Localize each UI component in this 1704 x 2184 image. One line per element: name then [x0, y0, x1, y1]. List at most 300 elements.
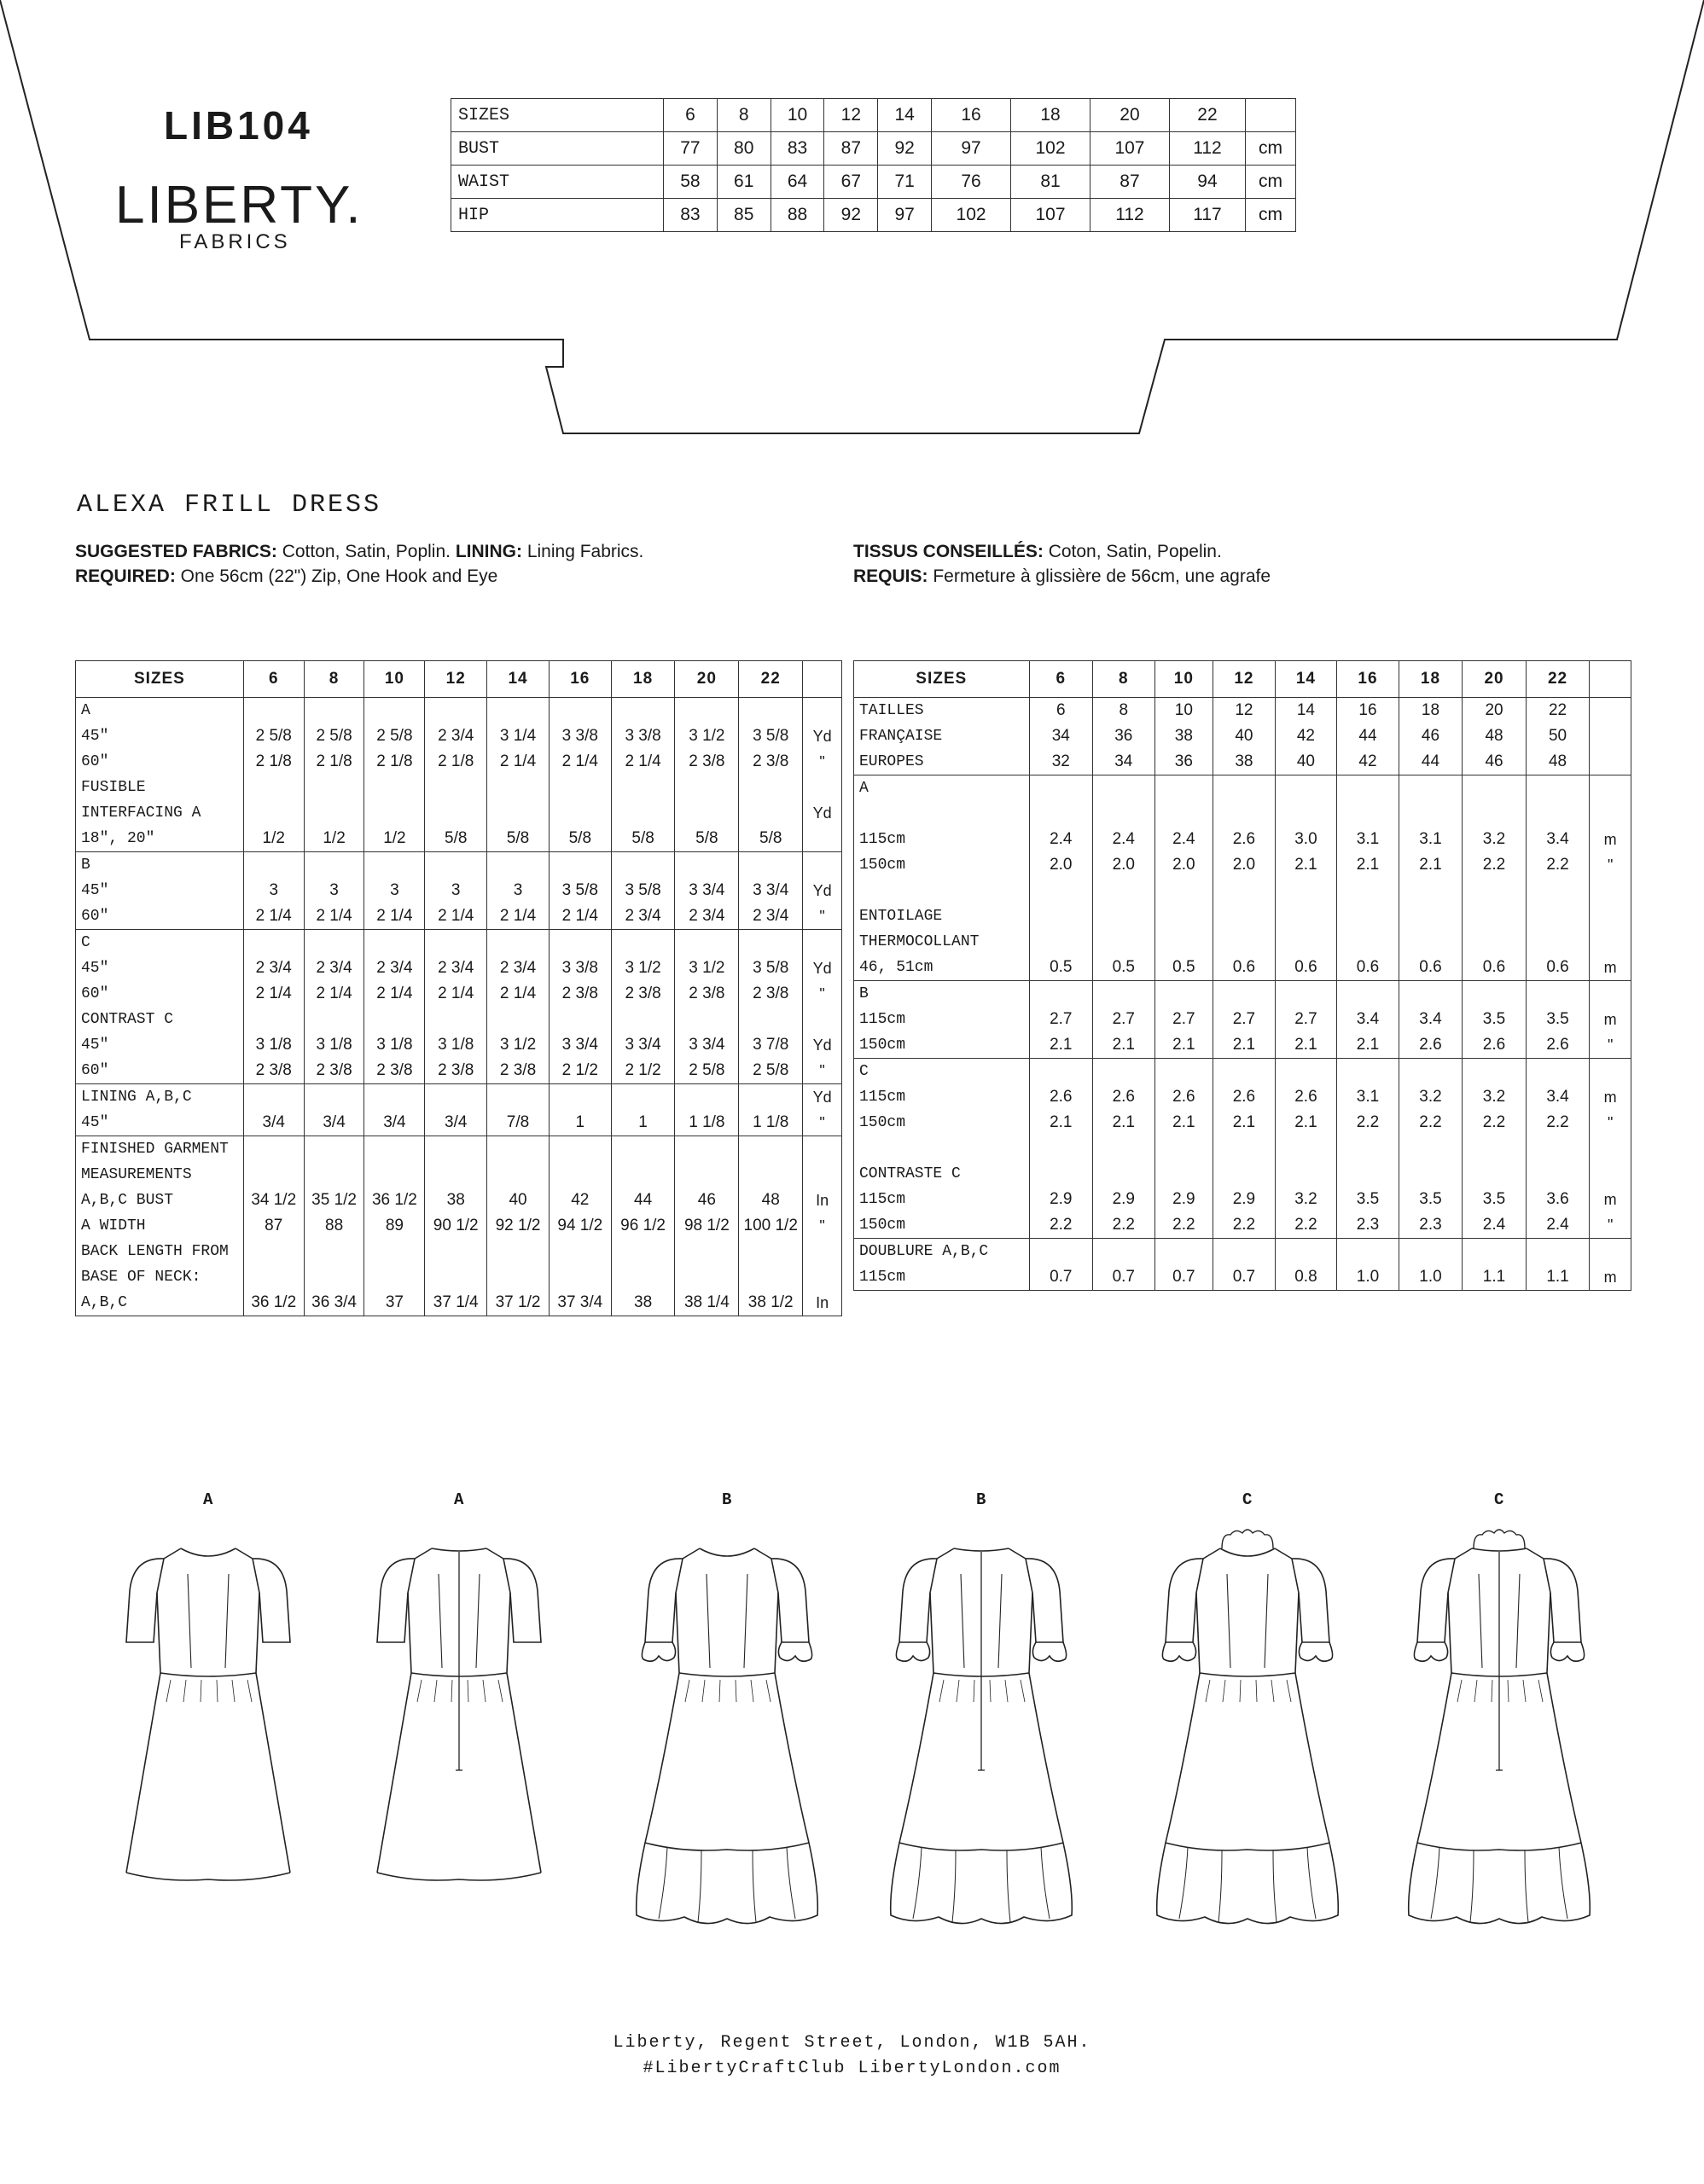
yardage-value-cell: [304, 852, 364, 930]
yardage-value: 2 5/8: [376, 727, 413, 745]
yardage-value: [1463, 775, 1526, 801]
size-header-cell: 14: [878, 99, 932, 132]
yardage-value: 2.2: [1172, 1216, 1195, 1234]
yardage-value: [1093, 929, 1154, 955]
yardage-value: [425, 930, 486, 956]
yardage-value: [1030, 981, 1093, 1007]
yardage-line-label: A,B,C BUST: [81, 1192, 174, 1209]
yardage-value: 34: [1051, 727, 1070, 745]
yardage-value: 2.4: [1482, 1216, 1506, 1234]
yardage-value: 2.0: [1232, 856, 1256, 874]
yardage-line-label: 60″: [81, 1062, 109, 1079]
yardage-value: 2 1/4: [316, 907, 352, 925]
yardage-value: 1.1: [1482, 1268, 1506, 1286]
yardage-value: 8: [1119, 701, 1129, 719]
yardage-value: 3.2: [1482, 830, 1506, 848]
yardage-unit: ": [1607, 1037, 1614, 1054]
yardage-unit: ": [819, 985, 825, 1002]
yardage-value: [425, 1007, 486, 1032]
yardage-value: 98 1/2: [683, 1217, 730, 1234]
yardage-value-cell: [487, 698, 550, 852]
yardage-value: [1030, 1136, 1093, 1161]
yardage-value: [244, 1264, 304, 1290]
yardage-value: [612, 1162, 675, 1188]
yardage-value: 0.7: [1112, 1268, 1135, 1286]
yardage-value-cell: [675, 698, 739, 852]
yardage-value-cell: [1093, 981, 1155, 1059]
yardage-value-cell: [1463, 775, 1527, 981]
yardage-value: [1337, 903, 1399, 929]
yardage-value: [612, 775, 675, 800]
yardage-value: 3 1/4: [499, 727, 537, 745]
yardage-value: 42: [1296, 727, 1315, 745]
yardage-value-cell: [1029, 1239, 1093, 1291]
yardage-value: 3: [513, 881, 523, 899]
yardage-unit: [1590, 723, 1631, 749]
yardage-line-label: DOUBLURE A,B,C: [859, 1243, 989, 1260]
yardage-value: 2.0: [1172, 856, 1195, 874]
yardage-block: [854, 775, 1631, 981]
yardage-header-cell: 22: [739, 661, 803, 698]
yardage-value: [675, 698, 738, 723]
yardage-value: 0.6: [1232, 958, 1256, 976]
yardage-value: 2.7: [1172, 1010, 1195, 1028]
yardage-value: [1527, 1059, 1590, 1084]
yardage-value: 2.4: [1050, 830, 1073, 848]
yardage-value: [1463, 1136, 1526, 1161]
yardage-value: 6: [1056, 701, 1066, 719]
yardage-value: [1337, 801, 1399, 827]
yardage-value: [244, 1084, 304, 1110]
yardage-value: [612, 698, 675, 723]
yardage-unit: [803, 1162, 841, 1188]
yardage-value: [364, 698, 424, 723]
yardage-value: [364, 1239, 424, 1264]
yardage-value: [612, 1084, 675, 1110]
yardage-value: 0.5: [1112, 958, 1135, 976]
yardage-value: [1093, 981, 1154, 1007]
yardage-value: 3: [329, 881, 339, 899]
yardage-value: [1155, 1059, 1213, 1084]
yardage-unit: ": [819, 1114, 825, 1131]
yardage-value: 2.6: [1419, 1036, 1442, 1054]
yardage-value: [305, 1162, 364, 1188]
measurement-row: [451, 166, 1296, 199]
yardage-value: [1155, 775, 1213, 801]
yardage-value: 3.5: [1482, 1010, 1506, 1028]
yardage-value: 2.6: [1112, 1088, 1135, 1106]
yardage-value: 2.7: [1112, 1010, 1135, 1028]
yardage-value: 38: [1235, 752, 1253, 770]
yardage-value: 44: [634, 1191, 653, 1209]
yardage-value-cell: [425, 852, 487, 930]
yardage-value: 3.6: [1546, 1190, 1569, 1208]
yardage-value: 2 3/8: [376, 1061, 413, 1079]
yardage-value: [1463, 903, 1526, 929]
yardage-unit: ": [1607, 1217, 1614, 1234]
yardage-value: [612, 1239, 675, 1264]
yardage-value: [425, 1084, 486, 1110]
view-label: B: [722, 1490, 732, 1509]
yardage-value: 7/8: [506, 1113, 530, 1131]
yardage-value-cell: [243, 1136, 304, 1316]
yardage-header-cell: 6: [243, 661, 304, 698]
yardage-unit: [1590, 1161, 1631, 1187]
yardage-unit: [803, 930, 841, 956]
yardage-value-cell: [1029, 981, 1093, 1059]
yardage-value: [1030, 801, 1093, 827]
yardage-value-cell: [675, 1136, 739, 1316]
yardage-line-label: 150cm: [859, 1217, 906, 1234]
yardage-value-cell: [487, 930, 550, 1084]
yardage-value: [364, 800, 424, 826]
yardage-value: [1155, 1239, 1213, 1264]
measurement-unit: cm: [1246, 199, 1296, 232]
yardage-value: 3 3/8: [625, 727, 661, 745]
yardage-value: [244, 1136, 304, 1162]
yardage-value: 2 3/8: [255, 1061, 292, 1079]
dress-drawing-b-back: [887, 1514, 1075, 1932]
yardage-value: [1399, 1059, 1463, 1084]
yardage-value: [487, 1007, 549, 1032]
yardage-value-cell: [739, 1136, 803, 1316]
yardage-header-cell: 6: [1029, 661, 1093, 698]
yardage-value: 48: [1485, 727, 1503, 745]
yardage-value: [550, 852, 611, 878]
yardage-line-label: 46, 51cm: [859, 959, 933, 976]
yardage-unit: [803, 698, 841, 723]
yardage-value: 88: [325, 1217, 344, 1234]
yardage-value: [612, 800, 675, 826]
yardage-value: [1155, 929, 1213, 955]
yardage-value: [1155, 1136, 1213, 1161]
yardage-value: [1213, 1239, 1275, 1264]
yardage-value: [305, 698, 364, 723]
yardage-value: [1527, 1161, 1590, 1187]
yardage-line-label: 115cm: [859, 1089, 906, 1106]
measurement-value: 97: [932, 132, 1011, 166]
yardage-value: [1276, 775, 1337, 801]
yardage-block: [854, 698, 1631, 775]
yardage-value-cell: [1093, 698, 1155, 775]
yardage-value-cell: [487, 852, 550, 930]
yardage-value: 2 3/8: [689, 752, 725, 770]
yardage-unit-cell: [803, 852, 842, 930]
yardage-value: [425, 1264, 486, 1290]
yardage-line-label: 115cm: [859, 831, 906, 848]
yardage-value: 36: [1114, 727, 1133, 745]
yardage-value: 92 1/2: [495, 1217, 541, 1234]
yardage-value: 2.2: [1419, 1113, 1442, 1131]
yardage-value: [305, 775, 364, 800]
yardage-value: 18: [1421, 701, 1440, 719]
yardage-value: 1.1: [1546, 1268, 1569, 1286]
yardage-value: 2 3/4: [499, 959, 537, 977]
yardage-value: 3/4: [262, 1113, 285, 1131]
yardage-value: [364, 930, 424, 956]
yardage-block: [76, 1084, 842, 1136]
yardage-value: 38: [446, 1191, 465, 1209]
size-header-row: [451, 99, 1296, 132]
yardage-value: [305, 800, 364, 826]
yardage-line-label: INTERFACING A: [81, 804, 201, 822]
yardage-value: [244, 1162, 304, 1188]
yardage-header-cell: 16: [1337, 661, 1399, 698]
yardage-value: 2.0: [1112, 856, 1135, 874]
yardage-value: 3.4: [1356, 1010, 1380, 1028]
yardage-header-cell: 18: [1399, 661, 1463, 698]
yardage-value: [244, 1007, 304, 1032]
yardage-value: 14: [1296, 701, 1315, 719]
yardage-value: [1399, 775, 1463, 801]
yardage-value: 87: [265, 1217, 283, 1234]
yardage-value: 2.2: [1232, 1216, 1256, 1234]
yardage-value-cell: [304, 1136, 364, 1316]
yardage-line-label: CONTRAST C: [81, 1011, 174, 1028]
yardage-value-cell: [1337, 1059, 1399, 1239]
yardage-line-label: 60″: [81, 985, 109, 1002]
yardage-value: 2.2: [1112, 1216, 1135, 1234]
yardage-value: [1399, 929, 1463, 955]
yardage-unit: m: [1603, 1269, 1617, 1286]
yardage-value: 2.2: [1356, 1113, 1380, 1131]
yardage-value: 3 1/2: [689, 959, 725, 977]
yardage-value-cell: [1213, 981, 1276, 1059]
yardage-header-cell: 18: [611, 661, 675, 698]
yardage-unit: [803, 1136, 841, 1162]
yardage-value: [1527, 878, 1590, 903]
yardage-value: 3 3/4: [625, 1036, 661, 1054]
yardage-value: [1093, 878, 1154, 903]
yardage-unit: [803, 826, 841, 851]
yardage-value: [305, 930, 364, 956]
yardage-value: 2 1/4: [255, 907, 292, 925]
yardage-value: 1: [638, 1113, 648, 1131]
label-requis: REQUIS:: [853, 566, 928, 586]
yardage-value: [550, 1264, 611, 1290]
yardage-value: 3 1/2: [689, 727, 725, 745]
body-measurements-table: [451, 98, 1296, 232]
yardage-value: 3.2: [1482, 1088, 1506, 1106]
yardage-value: 3 7/8: [753, 1036, 789, 1054]
yardage-line-label: 45″: [81, 882, 109, 899]
yardage-value: 5/8: [445, 829, 468, 847]
yardage-value: [612, 1136, 675, 1162]
yardage-value-cell: [739, 1084, 803, 1136]
yardage-value: [1030, 878, 1093, 903]
yardage-line-label: A: [81, 702, 90, 719]
yardage-value: [487, 852, 549, 878]
yardage-value: [1527, 775, 1590, 801]
measurement-value: 77: [664, 132, 718, 166]
yardage-value: [550, 1239, 611, 1264]
measurement-value: 102: [932, 199, 1011, 232]
yardage-block: [854, 1059, 1631, 1239]
yardage-value: 2.2: [1050, 1216, 1073, 1234]
measurement-value: 80: [717, 132, 771, 166]
yardage-unit: [1590, 1136, 1631, 1161]
measurement-value: 81: [1011, 166, 1090, 199]
yardage-value: [1213, 775, 1275, 801]
yardage-unit: m: [1603, 959, 1617, 976]
yardage-value-cell: [1399, 981, 1463, 1059]
yardage-value: 3.1: [1356, 830, 1380, 848]
yardage-value: 2.1: [1294, 1113, 1317, 1131]
yardage-value: 2.1: [1356, 1036, 1380, 1054]
yardage-value: [305, 1136, 364, 1162]
yardage-value: [1527, 1136, 1590, 1161]
yardage-value: [364, 1084, 424, 1110]
yardage-line-label: [859, 1136, 1029, 1161]
yardage-value: [244, 775, 304, 800]
yardage-value: [487, 1084, 549, 1110]
yardage-value-cell: [611, 930, 675, 1084]
yardage-value: 3 5/8: [561, 881, 598, 899]
yardage-line-label: A WIDTH: [81, 1217, 146, 1234]
yardage-value: 2 3/4: [753, 907, 789, 925]
measurement-value: 83: [771, 132, 824, 166]
yardage-value: 48: [1548, 752, 1567, 770]
measurement-value: 117: [1169, 199, 1245, 232]
yardage-value: 90 1/2: [433, 1217, 479, 1234]
yardage-value-cell: [1154, 1059, 1213, 1239]
yardage-value: 40: [1296, 752, 1315, 770]
yardage-value: [1276, 1136, 1337, 1161]
yardage-line-label: B: [859, 985, 869, 1002]
yardage-value: [1276, 1239, 1337, 1264]
yardage-value-cell: [425, 1136, 487, 1316]
yardage-value: [1030, 1161, 1093, 1187]
yardage-line-label: BASE OF NECK:: [81, 1269, 201, 1286]
yardage-value: [1337, 1239, 1399, 1264]
yardage-header-cell: 12: [1213, 661, 1276, 698]
yardage-value: 20: [1485, 701, 1503, 719]
yardage-value: [244, 852, 304, 878]
size-header-cell: SIZES: [451, 99, 664, 132]
yardage-value: 2 3/4: [255, 959, 292, 977]
yardage-value: 36 1/2: [371, 1191, 417, 1209]
yardage-value: [550, 800, 611, 826]
yardage-value: 89: [385, 1217, 404, 1234]
yardage-unit: [1590, 878, 1631, 903]
yardage-value: [1276, 903, 1337, 929]
yardage-value: 37 1/2: [495, 1293, 541, 1311]
yardage-value-cell: [487, 1084, 550, 1136]
yardage-value: 2 1/8: [255, 752, 292, 770]
yardage-header-row: [854, 661, 1631, 698]
yardage-value-cell: [549, 1136, 611, 1316]
yardage-value-cell: [1093, 775, 1155, 981]
yardage-value: [1093, 1161, 1154, 1187]
yardage-value: 2.6: [1232, 1088, 1256, 1106]
yardage-value: 1/2: [262, 829, 285, 847]
yardage-value: 1.0: [1419, 1268, 1442, 1286]
yardage-value: 3.2: [1419, 1088, 1442, 1106]
yardage-value: 42: [571, 1191, 590, 1209]
yardage-value: 2 1/2: [625, 1061, 661, 1079]
yardage-value: 3: [390, 881, 399, 899]
yardage-value: 3.1: [1419, 830, 1442, 848]
yardage-value: 2.1: [1356, 856, 1380, 874]
yardage-value: 2.7: [1294, 1010, 1317, 1028]
yardage-value: 46: [1485, 752, 1503, 770]
yardage-header-cell: 22: [1526, 661, 1590, 698]
yardage-value: 1 1/8: [753, 1113, 789, 1131]
yardage-value: 44: [1358, 727, 1377, 745]
size-header-cell: 6: [664, 99, 718, 132]
yardage-value: [1213, 929, 1275, 955]
size-header-cell: 16: [932, 99, 1011, 132]
yardage-value-cell: [549, 852, 611, 930]
label-required: REQUIRED:: [75, 566, 176, 586]
yardage-value-cell: [425, 930, 487, 1084]
yardage-value: 2 3/8: [499, 1061, 537, 1079]
yardage-value: 1/2: [323, 829, 346, 847]
yardage-value-cell: [1337, 698, 1399, 775]
yardage-header-row: [76, 661, 842, 698]
yardage-header-cell: [803, 661, 842, 698]
yardage-block: [854, 1239, 1631, 1291]
size-header-cell: 12: [824, 99, 878, 132]
yardage-value: 96 1/2: [620, 1217, 666, 1234]
yardage-value-cell: [364, 698, 425, 852]
yardage-value: [1155, 981, 1213, 1007]
yardage-unit-cell: [803, 698, 842, 852]
yardage-value: [425, 800, 486, 826]
yardage-value: 0.6: [1482, 958, 1506, 976]
yardage-header-cell: 16: [549, 661, 611, 698]
yardage-value: [305, 852, 364, 878]
yardage-value: [612, 1007, 675, 1032]
yardage-value: 3.0: [1294, 830, 1317, 848]
yardage-value: 2 5/8: [316, 727, 352, 745]
yardage-value: [1399, 981, 1463, 1007]
yardage-header-cell: 8: [304, 661, 364, 698]
yardage-unit: Yd: [812, 1037, 832, 1054]
yardage-value: 50: [1548, 727, 1567, 745]
yardage-value-cell: [549, 698, 611, 852]
yardage-value: 3 3/4: [753, 881, 789, 899]
yardage-value-cell: [739, 930, 803, 1084]
yardage-value: 2.2: [1294, 1216, 1317, 1234]
yardage-value: 2 1/2: [561, 1061, 598, 1079]
yardage-unit: Yd: [812, 882, 832, 899]
size-header-cell: [1246, 99, 1296, 132]
yardage-unit-cell: [1590, 775, 1631, 981]
yardage-value: 2 1/4: [376, 907, 413, 925]
measurement-label: HIP: [451, 199, 664, 232]
yardage-value-cell: [1337, 1239, 1399, 1291]
footer-links: #LibertyCraftClub LibertyLondon.com: [643, 2059, 1061, 2078]
yardage-value: [1093, 1136, 1154, 1161]
yardage-value: 2.1: [1232, 1036, 1256, 1054]
yardage-value-cell: [1275, 1239, 1337, 1291]
yardage-value: [1337, 1161, 1399, 1187]
yardage-line-label: 150cm: [859, 1114, 906, 1131]
yardage-value: 2.4: [1172, 830, 1195, 848]
footer-address: Liberty, Regent Street, London, W1B 5AH.: [613, 2033, 1091, 2053]
yardage-value: 2 3/4: [438, 959, 474, 977]
yardage-value: [425, 698, 486, 723]
yardage-value: [364, 852, 424, 878]
yardage-value: 2 1/4: [499, 985, 537, 1002]
yardage-value: 46: [697, 1191, 716, 1209]
yardage-unit: ": [819, 1062, 825, 1079]
yardage-value: 2.2: [1482, 1113, 1506, 1131]
measurement-row: [451, 132, 1296, 166]
yardage-value: 3 5/8: [753, 959, 789, 977]
yardage-block: [76, 852, 842, 930]
